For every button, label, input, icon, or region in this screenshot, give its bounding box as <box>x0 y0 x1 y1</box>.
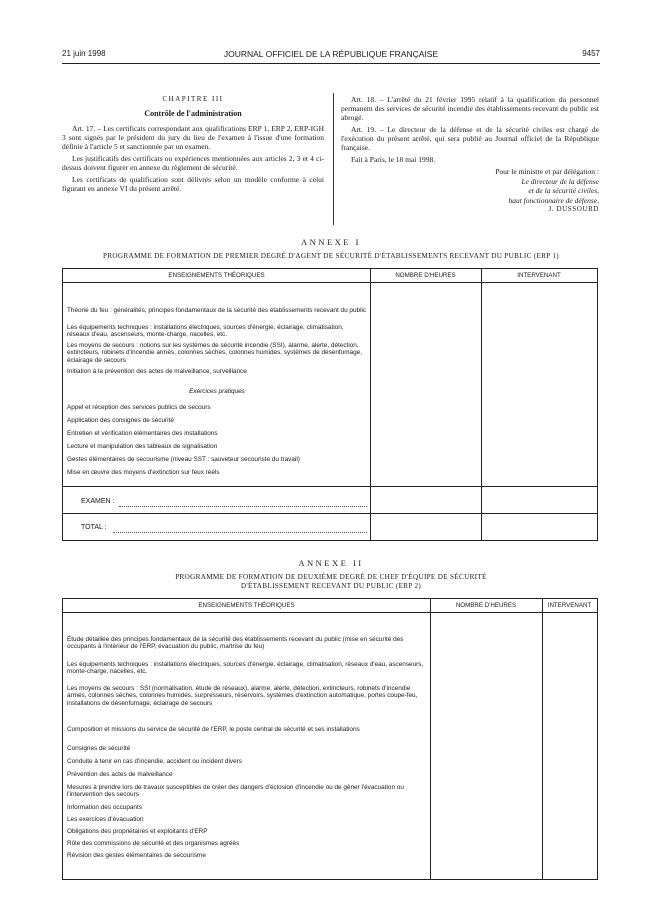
annex-1-header-theory: ENSEIGNEMENTS THÉORIQUES <box>63 269 370 283</box>
annex-2-row: Prévention des actes de malveillance <box>67 771 173 778</box>
annex-2-row: Mesures à prendre lors de travaux susceptibles de créer des dangers d'éclosion d'incendie ou de gêner l'évacuation ou l'intervention des secours <box>67 784 404 799</box>
annex-2-row: Conduite à tenir en cas d'incendie, accident ou incident divers <box>67 758 242 765</box>
annex-2-row: Obligations des propriétaires et exploitants d'ERP <box>67 828 208 835</box>
annex-2-divider-speaker <box>542 599 543 879</box>
annex-2-row: Rôle des commissions de sécurité et des organismes agréés <box>67 840 240 847</box>
right-column <box>341 95 599 215</box>
article-17: Art. 17. – Les certificats correspondant aux qualifications ERP 1, ERP 2, ERP-IGH 3 sont signés par le président du jury du lieu de l'examen à l'issue d'une formation définie à l'article 5 et sanctionnée par un examen. <box>62 124 324 151</box>
header-rule <box>62 63 600 64</box>
annex-1-total-leader <box>113 531 367 533</box>
annex-1-practical-row: Entretien et vérification élémentaires des installations <box>67 430 218 437</box>
article-19: Art. 19. – Le directeur de la défense et de la sécurité civiles est chargé de l'exécution du présent arrêté, qui sera publié au Journal officiel de la République française. <box>341 125 599 152</box>
annex-1-exam-label: EXAMEN : <box>81 498 115 505</box>
page-header <box>62 49 600 63</box>
column-divider <box>333 93 334 225</box>
annex-2-header-theory: ENSEIGNEMENTS THÉORIQUES <box>63 599 430 613</box>
annex-1-practical-row: Lecture et manipulation des tableaux de signalisation <box>67 443 218 450</box>
annex-1-exam-separator <box>63 486 597 487</box>
annex-1-practical-row: Application des consignes de sécurité <box>67 417 174 424</box>
article-17-certificats: Les certificats de qualification sont délivrés selon un modèle conforme à celui figurant en annexe VI du présent arrêté. <box>62 175 324 193</box>
signature-block <box>341 167 599 215</box>
chapter-label: CHAPITRE III <box>162 95 224 103</box>
annex-1-divider-hours <box>370 269 371 540</box>
annex-1-program-title: PROGRAMME DE FORMATION DE PREMIER DEGRÉ D'AGENT DE SÉCURITÉ D'ÉTABLISSEMENTS RECEVANT DU PUBLIC (ERP 1) <box>103 252 559 260</box>
annex-1-total-separator <box>63 513 597 514</box>
annex-2-row: Étude détaillée des principes fondamentaux de la sécurité des établissements recevant du public (mise en sécurité des occupants à l'intérieur de l'ERP, évacuation du public, maîtrise du feu) <box>67 636 404 651</box>
signature-line-2: Le directeur de la défense <box>521 176 599 186</box>
annex-2-header-hours: NOMBRE D'HEURES <box>430 599 542 613</box>
annex-1-table <box>62 268 598 541</box>
annex-1-practical-row: Appel et réception des services publics de secours <box>67 404 211 411</box>
annex-2-row: Les exercices d'évacuation <box>67 816 144 823</box>
annex-1-header-hours: NOMBRE D'HEURES <box>370 269 481 283</box>
annex-2-row: Les équipements techniques : installations électriques, sources d'énergie, éclairage, climatisation, réseaux d'eau, ascenseurs, monte-charge, nacelles, etc. <box>67 661 424 676</box>
annex-1-theory-row: Initiation à la prévention des actes de malveillance, surveillance <box>67 368 247 375</box>
annex-1-practical-row: Gestes élémentaires de secourisme (niveau SST : sauveteur secouriste du travail) <box>67 456 300 463</box>
signature-line-3: et de la sécurité civiles, <box>528 186 599 195</box>
annex-2-divider-hours <box>430 599 431 879</box>
annex-1-theory-row: Théorie du feu : généralités, principes fondamentaux de la sécurité des établissements recevant du public <box>67 307 367 314</box>
annex-2-table <box>62 598 598 880</box>
annex-1-theory-row: Les moyens de secours : notions sur les systèmes de sécurité incendie (SSI), alarme, alerte, détection, extincteurs, robinets d'incendie armés, colonnes sèches, colonnes humides, systèmes de désenfumage, éclairage de secours <box>67 342 362 364</box>
annex-2-program-title-line-2: D'ÉTABLISSEMENT RECEVANT DU PUBLIC (ERP 2) <box>240 582 422 590</box>
annex-1-total-label: TOTAL : <box>81 524 107 531</box>
left-column <box>62 95 324 196</box>
annex-1-exam-leader <box>119 505 367 507</box>
annex-2-title: ANNEXE II <box>298 558 364 568</box>
annex-2-header-speaker: INTERVENANT <box>542 599 597 613</box>
header-page-number: 9457 <box>582 49 600 58</box>
annex-2-row: Composition et missions du service de sécurité de l'ERP, le poste central de sécurité et ses installations <box>67 726 360 733</box>
annex-2-row: Consignes de sécurité <box>67 745 131 752</box>
annex-2-row: Révision des gestes élémentaires de secourisme <box>67 852 206 859</box>
article-17-justificatifs: Les justificatifs des certificats ou expériences mentionnées aux articles 2, 3 et 4 ci-dessus doivent figurer en annexe du règlement de sécurité. <box>62 154 324 172</box>
signature-line-1: Pour le ministre et par délégation : <box>495 167 599 176</box>
header-journal-title: JOURNAL OFFICIEL DE LA RÉPUBLIQUE FRANÇAISE <box>223 49 439 59</box>
annex-1-divider-speaker <box>481 269 482 540</box>
chapter-title: Contrôle de l'administration <box>144 109 242 118</box>
annex-1-theory-row: Les équipements techniques : installations électriques, sources d'énergie, éclairage, climatisation, réseaux d'eau, ascenseurs, monte-charge, nacelles, etc. <box>67 324 344 339</box>
annex-1-practical-row: Mise en œuvre des moyens d'extinction sur feux réels <box>67 469 220 476</box>
annex-1-header-speaker: INTERVENANT <box>481 269 597 283</box>
annex-2-row: Information des occupants <box>67 804 142 811</box>
signing-place-date: Fait à Paris, le 18 mai 1998. <box>351 155 436 164</box>
header-date: 21 juin 1998 <box>62 49 106 58</box>
signature-name: J. DUSSOURD <box>548 205 599 213</box>
annex-2-program-title-line-1: PROGRAMME DE FORMATION DE DEUXIÈME DEGRÉ DE CHEF D'ÉQUIPE DE SÉCURITÉ <box>175 573 487 581</box>
annex-2-row: Les moyens de secours : SSI (normalisation, étude de réseaux), alarme, alerte, détection, extincteurs, robinets d'incendie armés, colonnes sèches, colonnes humides, surpresseurs, réservoirs, systèmes d'extinction automatique, portes coupe-feu, installations de désenfumage, éclairage de secours <box>67 685 418 707</box>
annex-1-title: ANNEXE I <box>301 237 361 247</box>
signature-line-4: haut fonctionnaire de défense, <box>508 195 599 205</box>
article-18: Art. 18. – L'arrêté du 21 février 1995 relatif à la qualification du personnel permanent des services de sécurité incendie des établissements recevant du public est abrogé. <box>341 95 599 122</box>
annex-1-practical-title: Exercices pratiques <box>189 388 245 395</box>
